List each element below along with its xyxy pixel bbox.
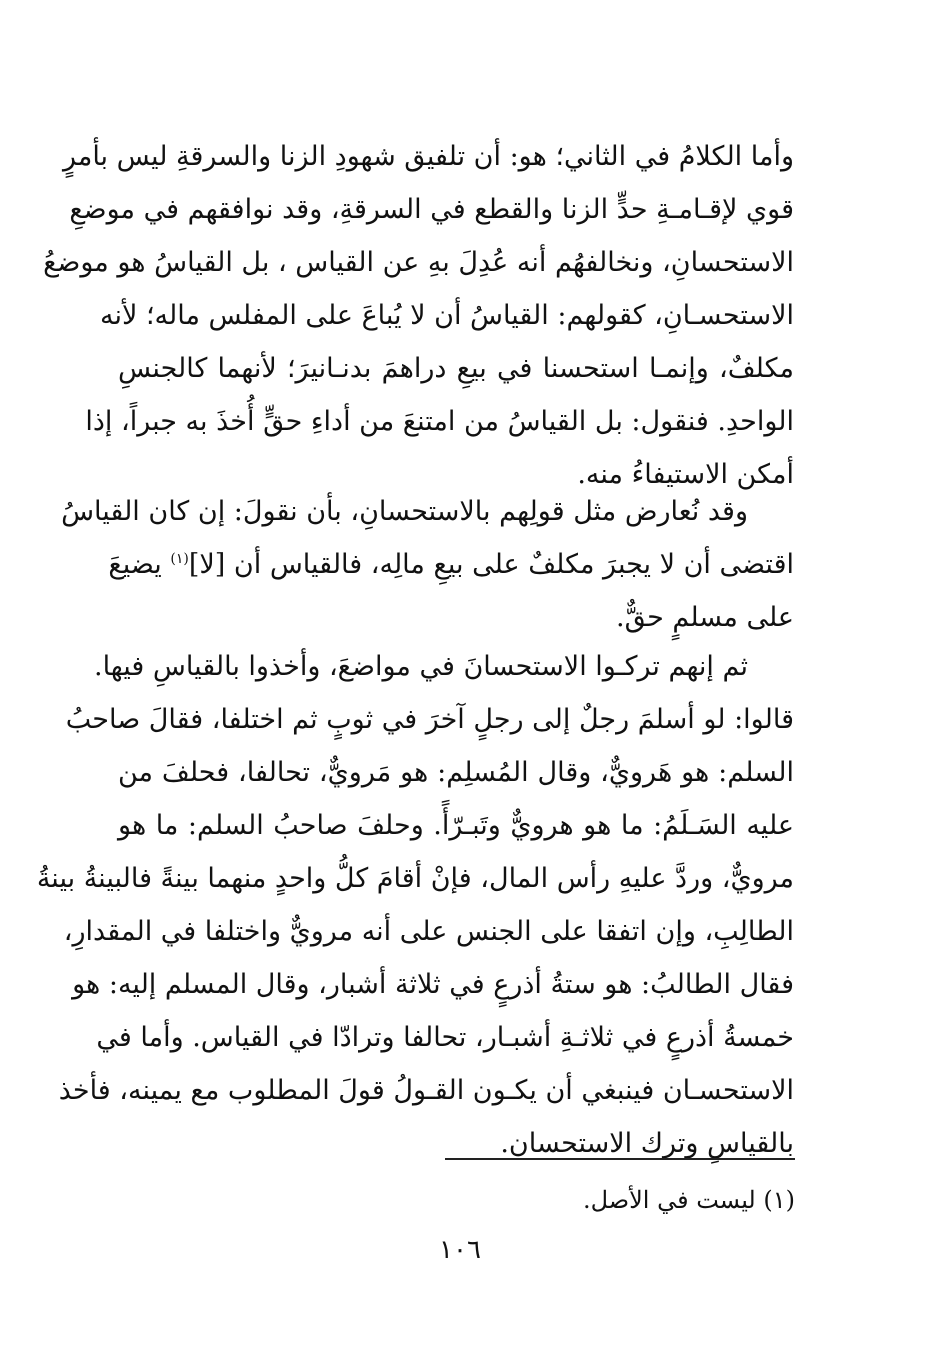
text-segment: اقتضى أن لا يجبرَ مكلفٌ على بيعِ مالِه، فالقياس أن [لا] [188, 549, 794, 580]
text-line: أمكن الاستيفاءُ منه. [577, 459, 794, 490]
page-number: ١٠٦ [439, 1235, 481, 1265]
paragraph-2 [61, 485, 794, 644]
text-line: الاستحسانِ، ونخالفهُم أنه عُدِلَ بهِ عن القياس ، بل القياسُ هو موضعُ [43, 247, 794, 278]
text-line: مكلفٌ، وإنمـا استحسنا في بيعِ دراهمَ بدنـانيرَ؛ لأنهما كالجنسِ [118, 353, 794, 384]
text-line: ثم إنهم تركـوا الاستحسانَ في مواضعَ، وأخذوا بالقياسِ فيها. [94, 651, 748, 682]
text-line: الاستحسـان فينبغي أن يكـون القـولُ قولَ المطلوب مع يمينه، فأخذ [58, 1075, 794, 1106]
text-line: وأما الكلامُ في الثاني؛ هو: أن تلفيق شهودِ الزنا والسرقةِ ليس بأمرٍ [62, 141, 794, 172]
text-line: وقد نُعارض مثل قولِهم بالاستحسانِ، بأن نقولَ: إن كان القياسُ [61, 496, 748, 527]
text-line: مرويٌّ، وردَّ عليهِ رأس المال، فإنْ أقامَ كلُّ واحدٍ منهما بينةً فالبينةُ بينةُ [36, 863, 794, 894]
footnote: (١) ليست في الأصل. [582, 1186, 795, 1214]
text-line: الواحدِ. فنقول: بل القياسُ من امتنعَ من أداءِ حقٍّ أُخذَ به جبراً، إذا [85, 406, 794, 437]
text-line: عليه السَـلَمُ: ما هو هرويٌّ وتَبـرّأً. وحلفَ صاحبُ السلم: ما هو [118, 810, 794, 841]
text-line: على مسلمٍ حقٌّ. [616, 602, 794, 633]
text-line: خمسةُ أذرعٍ في ثلاثـةِ أشبـار، تحالفا وترادّا في القياس. وأما في [96, 1022, 794, 1053]
footnote-divider [445, 1158, 795, 1160]
text-line: بالقياسِ وترك الاستحسان. [500, 1128, 794, 1159]
text-line: الاستحسـانِ، كقولهم: القياسُ أن لا يُباعَ على المفلس ماله؛ لأنه [99, 300, 794, 331]
text-line: فقال الطالبُ: هو ستةُ أذرعٍ في ثلاثة أشبار، وقال المسلم إليه: هو [72, 969, 794, 1000]
footnote-marker: (١) [170, 551, 189, 567]
paragraph-3 [36, 640, 794, 1170]
text-line: الطالِبِ، وإن اتفقا على الجنس على أنه مرويٌّ واختلفا في المقدارِ، [63, 916, 794, 947]
text-line: السلم: هو هَرويٌّ، وقال المُسلِم: هو مَرويٌّ، تحالفا، فحلفَ من [118, 757, 794, 788]
text-line-with-footnote [108, 538, 794, 591]
text-line: قوي لإقـامـةِ حدٍّ الزنا والقطع في السرقةِ، وقد نوافقهم في موضعِ [69, 194, 794, 225]
text-line: قالوا: لو أسلمَ رجلٌ إلى رجلٍ آخرَ في ثوبٍ ثم اختلفا، فقالَ صاحبُ [65, 704, 794, 735]
paragraph-1 [43, 130, 794, 501]
text-segment: يضيعَ [108, 549, 171, 580]
